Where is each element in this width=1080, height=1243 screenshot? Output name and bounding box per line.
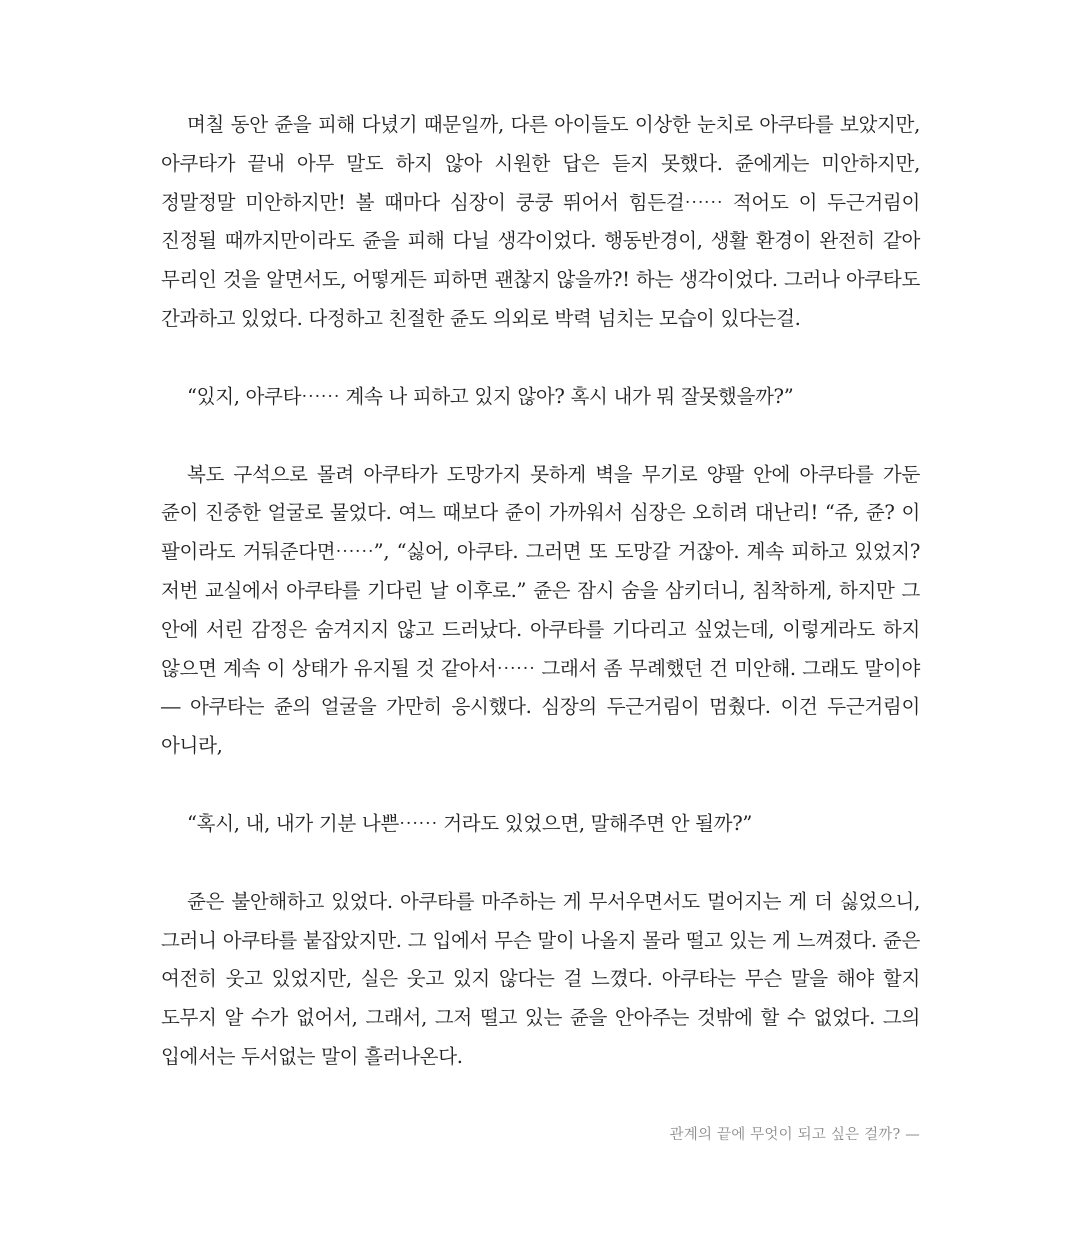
paragraph-spacer <box>161 417 920 456</box>
dialogue-2: “혹시, 내, 내가 기분 나쁜⋯⋯ 거라도 있었으면, 말해주면 안 될까?” <box>187 811 753 835</box>
paragraph-spacer <box>161 766 920 805</box>
paragraph-spacer <box>161 844 920 883</box>
page-body <box>161 106 920 1077</box>
paragraph-2: 복도 구석으로 몰려 아쿠타가 도망가지 못하게 벽을 무기로 양팔 안에 아쿠타를 가둔 쥰이 진중한 얼굴로 물었다. 여느 때보다 쥰이 가까워서 심장은 오히려 대난리! “쥬, 쥰? 이 팔이라도 거둬준다면⋯⋯”, “싫어, 아쿠타. 그러면 또 도망갈 거잖아. 계속 피하고 있었지? 저번 교실에서 아쿠타를 기다린 날 이후로.” 쥰은 잠시 숨을 삼키더니, 침착하게, 하지만 그 안에 서린 감정은 숨겨지지 않고 드러났다. 아쿠타를 기다리고 싶었는데, 이렇게라도 하지 않으면 계속 이 상태가 유지될 것 같아서⋯⋯ 그래서 좀 무례했던 건 미안해. 그래도 말이야― 아쿠타는 쥰의 얼굴을 가만히 응시했다. 심장의 두근거림이 멈췄다. 이건 두근거림이 아니라, <box>161 462 920 758</box>
paragraph-spacer <box>161 339 920 378</box>
paragraph-3: 쥰은 불안해하고 있었다. 아쿠타를 마주하는 게 무서우면서도 멀어지는 게 더 싫었으니, 그러니 아쿠타를 붙잡았지만. 그 입에서 무슨 말이 나올지 몰라 떨고 있는 게 느껴졌다. 쥰은 여전히 웃고 있었지만, 실은 웃고 있지 않다는 걸 느꼈다. 아쿠타는 무슨 말을 해야 할지 도무지 알 수가 없어서, 그래서, 그저 떨고 있는 쥰을 안아주는 것밖에 할 수 없었다. 그의 입에서는 두서없는 말이 흘러나온다. <box>161 889 920 1068</box>
paragraph-1: 며칠 동안 쥰을 피해 다녔기 때문일까, 다른 아이들도 이상한 눈치로 아쿠타를 보았지만, 아쿠타가 끝내 아무 말도 하지 않아 시원한 답은 듣지 못했다. 쥰에게는 미안하지만, 정말정말 미안하지만! 볼 때마다 심장이 쿵쿵 뛰어서 힘든걸⋯⋯ 적어도 이 두근거림이 진정될 때까지만이라도 쥰을 피해 다닐 생각이었다. 행동반경이, 생활 환경이 완전히 같아 무리인 것을 알면서도, 어떻게든 피하면 괜찮지 않을까?! 하는 생각이었다. 그러나 아쿠타도 간과하고 있었다. 다정하고 친절한 쥰도 의외로 박력 넘치는 모습이 있다는걸. <box>161 113 920 330</box>
running-footer: 관계의 끝에 무엇이 되고 싶은 걸까? — <box>669 1127 920 1143</box>
dialogue-1: “있지, 아쿠타⋯⋯ 계속 나 피하고 있지 않아? 혹시 내가 뭐 잘못했을까?” <box>187 384 794 408</box>
